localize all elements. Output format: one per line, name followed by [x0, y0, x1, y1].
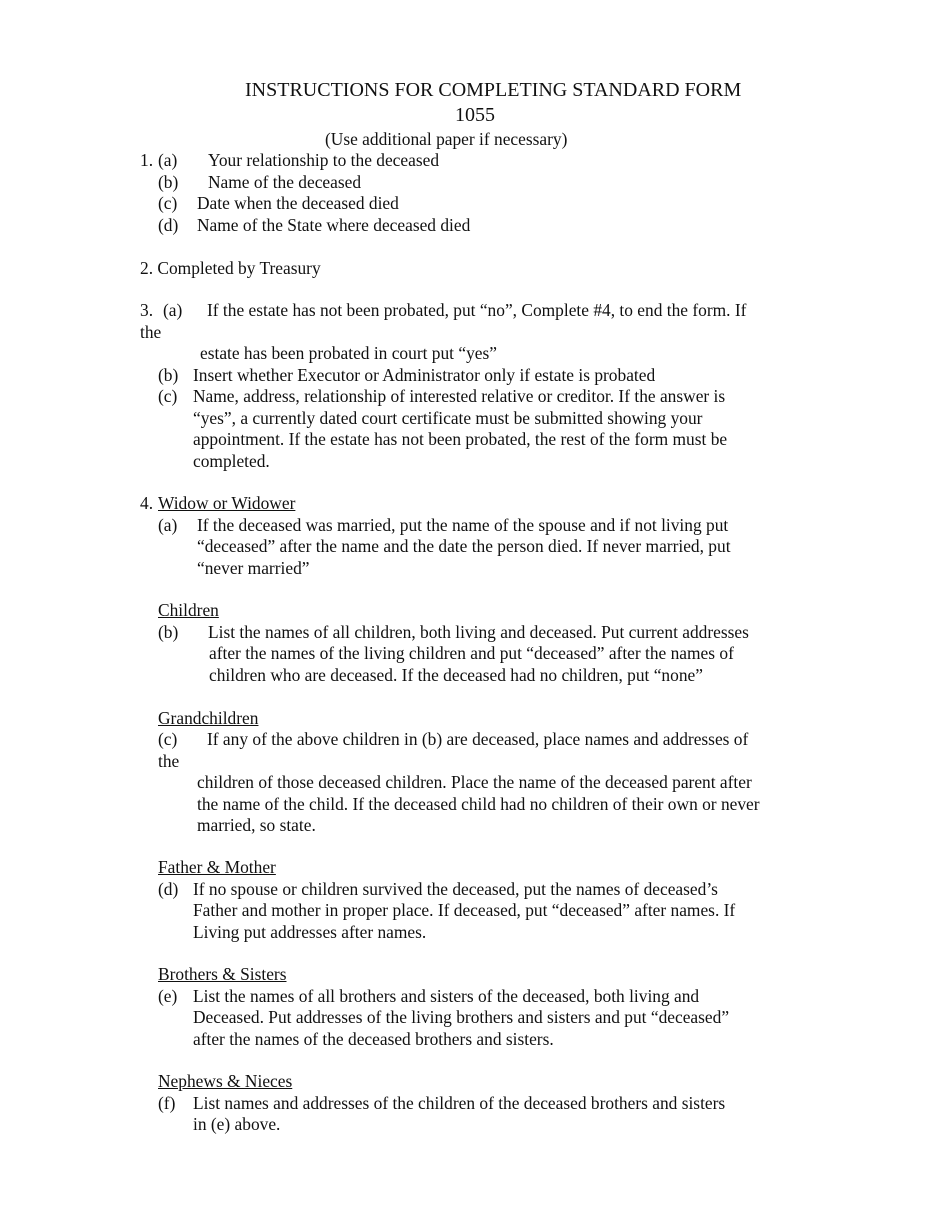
widow-heading: Widow or Widower: [158, 493, 296, 513]
section-1-number: 1.: [140, 150, 154, 170]
section-3a-line1: If the estate has not been probated, put “no”, Complete #4, to end the form. If: [207, 300, 747, 320]
siblings-heading: Brothers & Sisters: [158, 964, 287, 984]
nephews-heading: Nephews & Nieces: [158, 1071, 293, 1091]
section-1a-marker: (a): [158, 150, 178, 170]
section-4a-line: “never married”: [197, 558, 310, 578]
grandchildren-heading: Grandchildren: [158, 708, 259, 728]
section-3b-text: Insert whether Executor or Administrator only if estate is probated: [193, 365, 656, 385]
section-1d-text: Name of the State where deceased died: [197, 215, 471, 235]
section-1c-text: Date when the deceased died: [197, 193, 399, 213]
section-2-text: 2. Completed by Treasury: [140, 258, 321, 278]
section-3-number: 3.: [140, 300, 154, 320]
section-1c-marker: (c): [158, 193, 178, 213]
children-heading: Children: [158, 600, 219, 620]
section-4b-line: children who are deceased. If the deceased had no children, put “none”: [209, 665, 703, 685]
section-4c-line: married, so state.: [197, 815, 316, 835]
section-1b-text: Name of the deceased: [208, 172, 362, 192]
section-4c-line1: If any of the above children in (b) are deceased, place names and addresses of: [207, 729, 749, 749]
section-3a-marker: (a): [163, 300, 183, 320]
section-4-number: 4.: [140, 493, 154, 513]
section-4b-marker: (b): [158, 622, 179, 642]
section-4e-marker: (e): [158, 986, 178, 1006]
section-3c-line: “yes”, a currently dated court certificate must be submitted showing your: [193, 408, 703, 428]
section-3a-line3: estate has been probated in court put “yes”: [200, 343, 497, 363]
section-3c-line: completed.: [193, 451, 270, 471]
section-4b-line: List the names of all children, both living and deceased. Put current addresses: [208, 622, 749, 642]
section-4e-line: after the names of the deceased brothers and sisters.: [193, 1029, 554, 1049]
parents-heading: Father & Mother: [158, 857, 276, 877]
section-4c-line2: the: [158, 751, 180, 771]
section-4c-line: the name of the child. If the deceased child had no children of their own or never: [197, 794, 760, 814]
section-4a-line: “deceased” after the name and the date the person died. If never married, put: [197, 536, 731, 556]
section-3c-line: Name, address, relationship of interested relative or creditor. If the answer is: [193, 386, 726, 406]
section-4a-marker: (a): [158, 515, 178, 535]
section-1b-marker: (b): [158, 172, 179, 192]
section-3c-marker: (c): [158, 386, 178, 406]
page-title: INSTRUCTIONS FOR COMPLETING STANDARD FORM: [245, 79, 742, 101]
section-4c-line: children of those deceased children. Place the name of the deceased parent after: [197, 772, 752, 792]
section-1d-marker: (d): [158, 215, 179, 235]
section-4d-line: Father and mother in proper place. If deceased, put “deceased” after names. If: [193, 900, 736, 920]
section-4e-line: Deceased. Put addresses of the living brothers and sisters and put “deceased”: [193, 1007, 730, 1027]
section-4b-line: after the names of the living children and put “deceased” after the names of: [209, 643, 734, 663]
section-4d-line: If no spouse or children survived the deceased, put the names of deceased’s: [193, 879, 718, 899]
form-number: 1055: [455, 104, 495, 126]
section-4d-line: Living put addresses after names.: [193, 922, 427, 942]
section-4e-line: List the names of all brothers and sisters of the deceased, both living and: [193, 986, 700, 1006]
section-3b-marker: (b): [158, 365, 179, 385]
section-4f-line: List names and addresses of the children of the deceased brothers and sisters: [193, 1093, 726, 1113]
section-3a-line2: the: [140, 322, 162, 342]
section-1a-text: Your relationship to the deceased: [208, 150, 440, 170]
section-4d-marker: (d): [158, 879, 179, 899]
section-3c-line: appointment. If the estate has not been probated, the rest of the form must be: [193, 429, 728, 449]
page-subtitle: (Use additional paper if necessary): [325, 129, 568, 149]
section-4c-marker: (c): [158, 729, 178, 749]
section-4a-line: If the deceased was married, put the name of the spouse and if not living put: [197, 515, 729, 535]
section-4f-line: in (e) above.: [193, 1114, 281, 1134]
section-4f-marker: (f): [158, 1093, 176, 1113]
